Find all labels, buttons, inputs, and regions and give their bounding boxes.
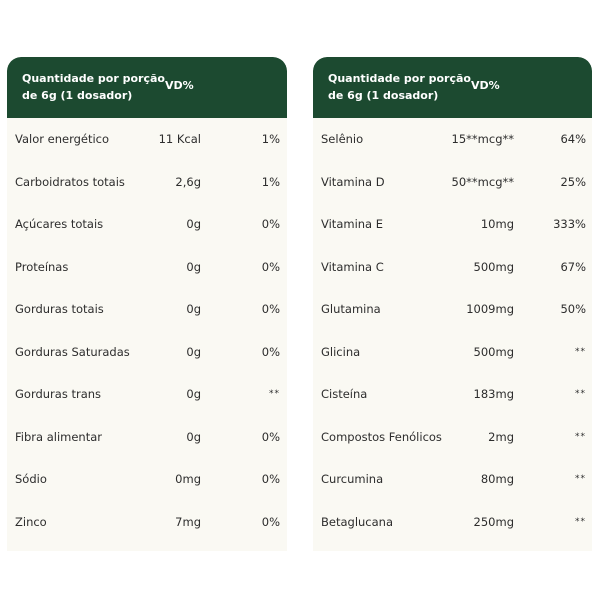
nutrient-amount: 11 Kcal [158, 132, 201, 147]
table-row [7, 203, 287, 246]
table-row [313, 416, 592, 459]
nutrient-amount: 0g [186, 259, 201, 274]
nutrient-amount: 2mg [488, 429, 514, 444]
table-header [7, 57, 287, 118]
nutrient-amount: 15**mcg** [451, 132, 514, 147]
table-row [7, 458, 287, 501]
table-row [313, 118, 592, 161]
nutrient-amount: 0g [186, 302, 201, 317]
table-row [7, 501, 287, 544]
serving-quantity-label: Quantidade por porção de 6g (1 dosador) [328, 72, 471, 102]
nutrient-name: Glutamina [321, 302, 381, 317]
nutrient-amount: 500mg [473, 259, 514, 274]
nutrient-daily-value: 1% [261, 174, 280, 189]
table-row [313, 203, 592, 246]
serving-quantity-label: Quantidade por porção de 6g (1 dosador) [22, 72, 165, 102]
nutrient-amount: 250mg [473, 514, 514, 529]
nutrient-daily-value: ** [575, 346, 586, 357]
table-row [313, 288, 592, 331]
table-row [313, 161, 592, 204]
nutrition-table-left [7, 57, 287, 551]
table-row [7, 246, 287, 289]
nutrient-amount: 7mg [175, 514, 201, 529]
nutrient-name: Betaglucana [321, 514, 394, 529]
nutrient-name: Vitamina C [321, 259, 384, 274]
nutrient-daily-value: ** [269, 389, 280, 400]
table-row [313, 501, 592, 544]
table-row [7, 161, 287, 204]
nutrient-amount: 0g [186, 429, 201, 444]
nutrient-amount: 1009mg [466, 302, 514, 317]
nutrient-daily-value: 50% [560, 302, 586, 317]
nutrient-daily-value: ** [575, 474, 586, 485]
nutrient-daily-value: ** [575, 516, 586, 527]
nutrient-daily-value: 0% [261, 344, 280, 359]
nutrient-amount: 0mg [175, 472, 201, 487]
nutrient-name: Vitamina D [321, 174, 385, 189]
nutrient-name: Compostos Fenólicos [321, 429, 442, 444]
nutrient-daily-value: ** [575, 431, 586, 442]
table-row [313, 331, 592, 374]
table-row [313, 458, 592, 501]
vd-column-label: VD% [165, 79, 194, 92]
table-row [7, 416, 287, 459]
nutrient-name: Gorduras totais [15, 302, 104, 317]
nutrient-name: Zinco [15, 514, 47, 529]
nutrient-daily-value: 0% [261, 472, 280, 487]
nutrient-name: Selênio [321, 132, 364, 147]
table-row [313, 373, 592, 416]
nutrient-name: Sódio [15, 472, 47, 487]
nutrient-amount: 80mg [480, 472, 514, 487]
nutrient-daily-value: 1% [261, 132, 280, 147]
vd-column-label: VD% [471, 79, 500, 92]
nutrient-amount: 10mg [480, 217, 514, 232]
nutrient-daily-value: 25% [560, 174, 586, 189]
nutrient-name: Gorduras Saturadas [15, 344, 130, 359]
nutrient-daily-value: 0% [261, 259, 280, 274]
nutrient-daily-value: 0% [261, 514, 280, 529]
nutrient-name: Curcumina [321, 472, 384, 487]
table-row [7, 118, 287, 161]
nutrient-name: Açúcares totais [15, 217, 104, 232]
nutrient-daily-value: 333% [553, 217, 586, 232]
nutrient-daily-value: ** [575, 389, 586, 400]
nutrient-name: Glicina [321, 344, 361, 359]
nutrient-daily-value: 0% [261, 302, 280, 317]
nutrient-daily-value: 0% [261, 217, 280, 232]
nutrient-name: Carboidratos totais [15, 174, 125, 189]
nutrient-amount: 2,6g [175, 174, 201, 189]
nutrient-amount: 500mg [473, 344, 514, 359]
table-row [7, 373, 287, 416]
nutrient-name: Valor energético [15, 132, 110, 147]
nutrient-name: Cisteína [321, 387, 368, 402]
nutrient-amount: 0g [186, 387, 201, 402]
table-row [7, 288, 287, 331]
nutrient-name: Proteínas [15, 259, 69, 274]
nutrient-daily-value: 0% [261, 429, 280, 444]
nutrient-amount: 50**mcg** [451, 174, 514, 189]
nutrient-amount: 183mg [473, 387, 514, 402]
nutrient-daily-value: 67% [560, 259, 586, 274]
nutrition-table-right [313, 57, 592, 551]
table-row [7, 331, 287, 374]
nutrient-daily-value: 64% [560, 132, 586, 147]
nutrient-name: Gorduras trans [15, 387, 102, 402]
nutrient-amount: 0g [186, 217, 201, 232]
nutrient-name: Vitamina E [321, 217, 384, 232]
nutrient-name: Fibra alimentar [15, 429, 102, 444]
table-header [313, 57, 592, 118]
nutrient-amount: 0g [186, 344, 201, 359]
table-row [313, 246, 592, 289]
